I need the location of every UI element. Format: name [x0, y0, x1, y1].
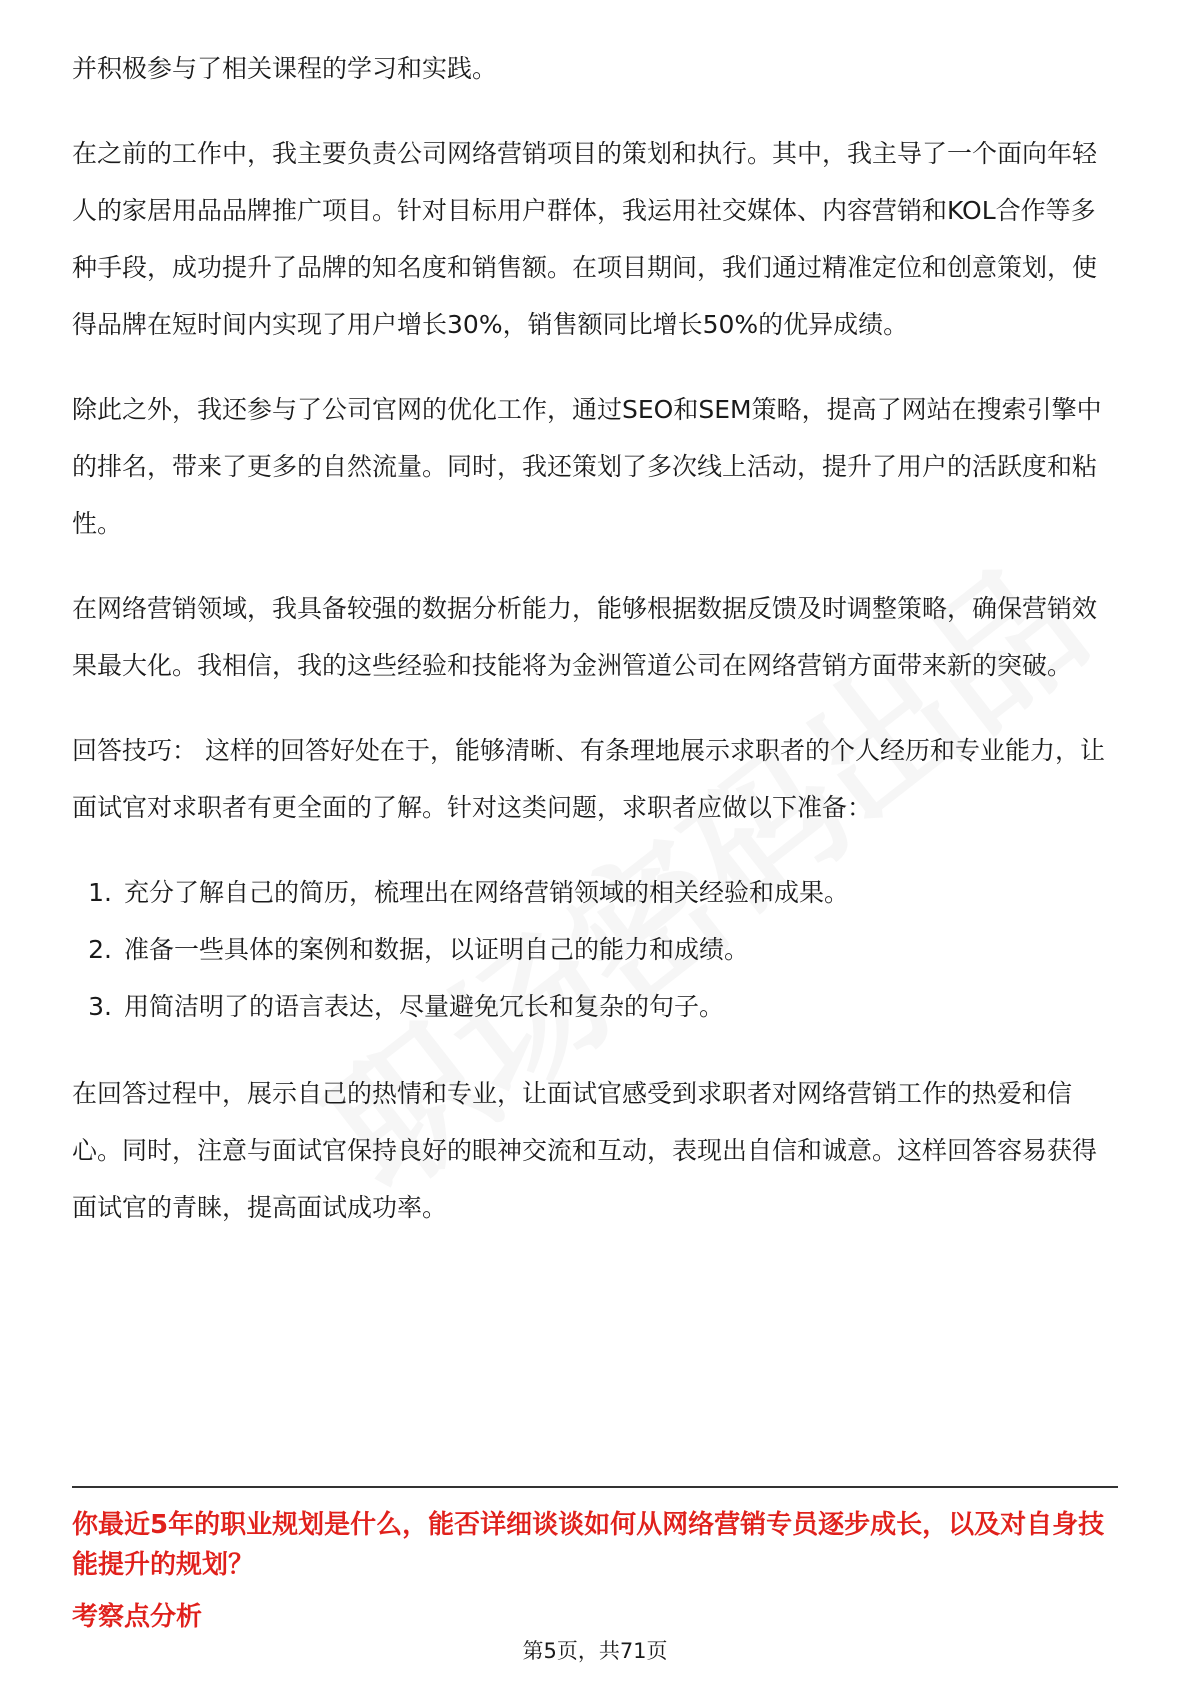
- list-item-text: 充分了解自己的简历，梳理出在网络营销领域的相关经验和成果。: [124, 878, 850, 907]
- next-question-heading: 你最近5年的职业规划是什么，能否详细谈谈如何从网络营销专员逐步成长，以及对自身技能提升的规划？: [72, 1510, 1105, 1580]
- paragraph: 在之前的工作中，我主要负责公司网络营销项目的策划和执行。其中，我主导了一个面向年轻人的家居用品品牌推广项目。针对目标用户群体，我运用社交媒体、内容营销和KOL合作等多种手段，成功提升了品牌的知名度和销售额。在项目期间，我们通过精准定位和创意策划，使得品牌在短时间内实现了用户增长30%，销售额同比增长50%的优异成绩。: [72, 139, 1098, 339]
- page-footer: 第5页，共71页: [522, 1639, 668, 1663]
- list-item: [72, 864, 1118, 921]
- list-item-text: 用简洁明了的语言表达，尽量避免冗长和复杂的句子。: [124, 992, 725, 1021]
- paragraph: 并积极参与了相关课程的学习和实践。: [72, 54, 498, 83]
- list-number: 2.: [88, 935, 112, 964]
- preparation-list: [72, 864, 1118, 1035]
- list-number: 3.: [88, 992, 112, 1021]
- section-divider: [72, 1486, 1118, 1488]
- list-number: 1.: [88, 878, 112, 907]
- list-item-text: 准备一些具体的案例和数据，以证明自己的能力和成绩。: [124, 935, 750, 964]
- list-item: [72, 921, 1118, 978]
- answer-tips-paragraph: 回答技巧： 这样的回答好处在于，能够清晰、有条理地展示求职者的个人经历和专业能力，让面试官对求职者有更全面的了解。针对这类问题，求职者应做以下准备：: [72, 736, 1105, 822]
- paragraph: 除此之外，我还参与了公司官网的优化工作，通过SEO和SEM策略，提高了网站在搜索引擎中的排名，带来了更多的自然流量。同时，我还策划了多次线上活动，提升了用户的活跃度和粘性。: [72, 395, 1102, 538]
- document-body: [72, 40, 1118, 1264]
- paragraph: 在网络营销领域，我具备较强的数据分析能力，能够根据数据反馈及时调整策略，确保营销效果最大化。我相信，我的这些经验和技能将为金洲管道公司在网络营销方面带来新的突破。: [72, 594, 1098, 680]
- closing-paragraph: 在回答过程中，展示自己的热情和专业，让面试官感受到求职者对网络营销工作的热爱和信心。同时，注意与面试官保持良好的眼神交流和互动，表现出自信和诚意。这样回答容易获得面试官的青睐，提高面试成功率。: [72, 1079, 1098, 1222]
- list-item: [72, 978, 1118, 1035]
- analysis-heading: 考察点分析: [72, 1602, 203, 1632]
